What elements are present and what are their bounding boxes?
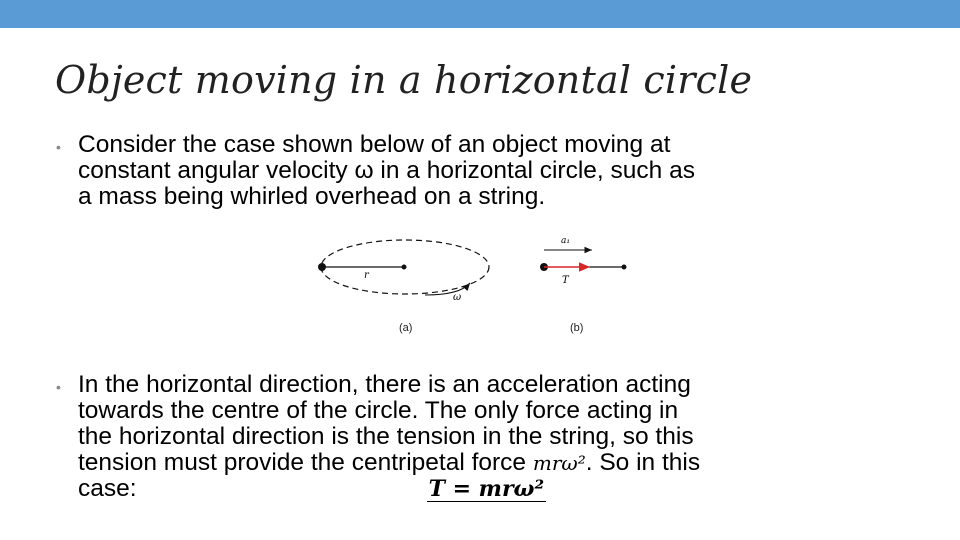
bullet-explanation-line-3: the horizontal direction is the tension in the string, so this [78,423,694,450]
tension-label: T [562,275,569,286]
bullet-intro-line-3: a mass being whirled overhead on a string. [78,183,546,210]
omega-label: ω [453,292,462,303]
bullet-intro-line-1: Consider the case shown below of an object moving at [78,131,671,158]
diagram-svg [300,225,660,345]
radius-label: r [364,270,369,281]
bullet-explanation [56,371,918,502]
center-dot-a [402,265,407,270]
bullet-explanation-line-4 [78,450,918,476]
figure-label-a: (a) [399,322,413,334]
center-dot-b [622,265,627,270]
slide-title: Object moving in a horizontal circle [55,58,753,102]
centripetal-force-expression: mrω² [532,451,586,475]
header-accent-bar [0,0,960,28]
bullet-intro-line-2: constant angular velocity ω in a horizontal circle, such as [78,157,695,184]
bullet-intro [56,131,918,210]
bullet-explanation-line-2: towards the centre of the circle. The only force acting in [78,397,679,424]
bullet-explanation-line-1: In the horizontal direction, there is an acceleration acting [78,371,691,398]
accel-label: a₁ [561,236,570,246]
circular-motion-diagram [300,225,660,345]
centripetal-text: tension must provide the centripetal force [78,449,533,476]
tension-formula: T = mrω² [428,476,545,502]
centripetal-text-end: . So in this [585,449,701,476]
case-label: case: [78,475,137,502]
figure-label-b: (b) [570,322,584,334]
bullet-explanation-line-5 [78,476,918,502]
bullet-dot: • [56,379,61,395]
bullet-dot: • [56,139,61,155]
omega-arrow [425,283,470,295]
